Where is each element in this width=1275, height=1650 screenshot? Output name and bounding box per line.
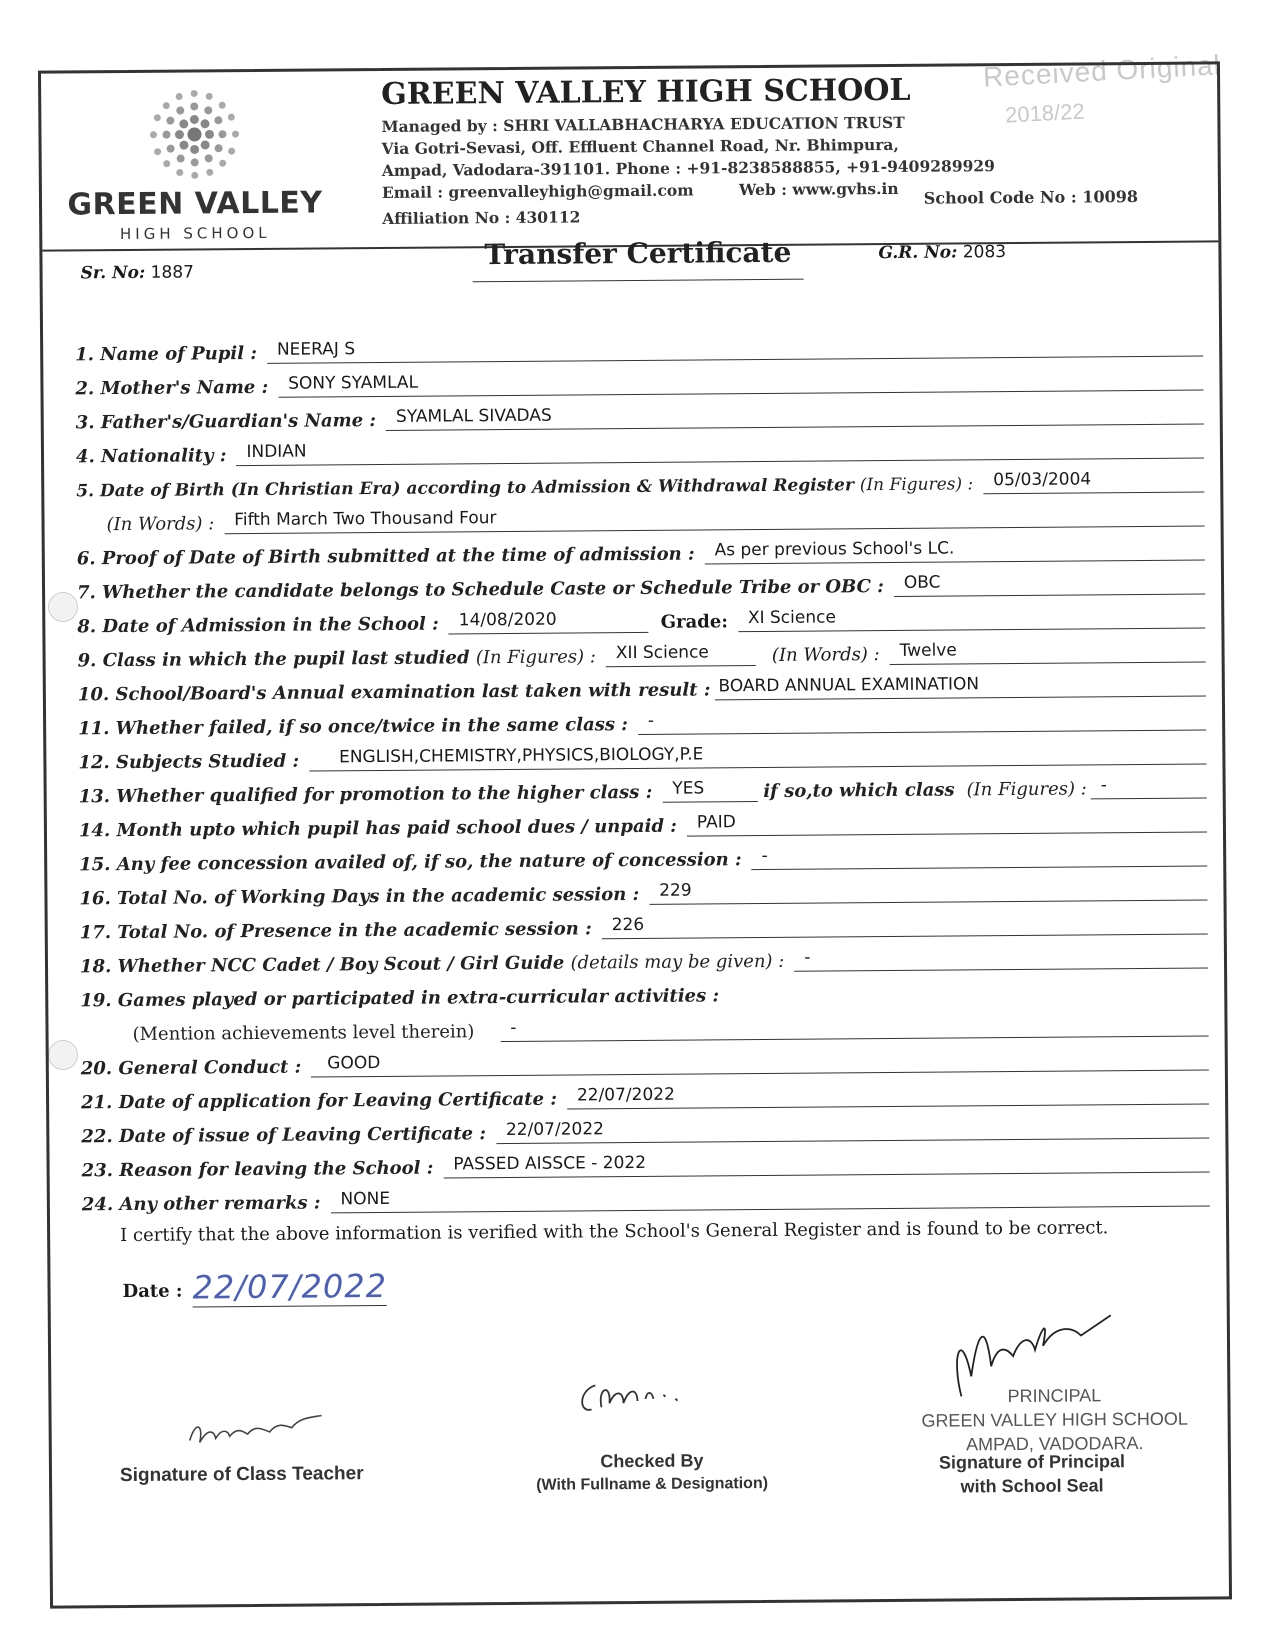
field-label: 20. General Conduct :	[80, 1056, 302, 1080]
field-general-conduct	[81, 1041, 1209, 1080]
field-value: 05/03/2004	[983, 468, 1204, 495]
school-name: GREEN VALLEY HIGH SCHOOL	[381, 72, 911, 112]
field-label: 15. Any fee concession availed of, if so, the nature of concession :	[79, 849, 742, 876]
field-value: PAID	[687, 808, 1207, 837]
principal-signature-block	[907, 1449, 1157, 1499]
field-ncc-scout	[80, 939, 1208, 978]
school-code: School Code No : 10098	[923, 187, 1139, 208]
field-label: 11. Whether failed, if so once/twice in the same class :	[78, 714, 628, 740]
affiliation-number: Affiliation No : 430112	[382, 207, 581, 228]
which-class-label: if so,to which class	[763, 779, 955, 802]
field-presence-days	[80, 905, 1208, 944]
field-date-of-admission	[77, 599, 1205, 638]
field-caste-category	[77, 565, 1205, 604]
field-value: NEERAJ S	[267, 332, 1203, 364]
checked-by-signature	[571, 1368, 711, 1429]
field-label: (Mention achievements level therein)	[132, 1021, 475, 1045]
field-label: 13. Whether qualified for promotion to the higher class :	[78, 781, 653, 808]
field-label-main: 5. Date of Birth (In Christian Era) according to Admission & Withdrawal Register	[76, 475, 854, 502]
field-value: 229	[649, 876, 1207, 905]
field-label: 4. Nationality :	[75, 445, 227, 468]
field-value: -	[500, 1012, 1208, 1043]
gr-number	[878, 242, 1006, 263]
field-last-exam	[78, 667, 1206, 706]
field-reason-leaving	[81, 1142, 1209, 1181]
field-label: 19. Games played or participated in extra-curricular activities :	[80, 985, 720, 1012]
field-value: XII Science	[606, 641, 756, 667]
contact-line	[382, 179, 899, 202]
field-label: 23. Reason for leaving the School :	[81, 1157, 434, 1182]
logo-wordmark: GREEN VALLEY	[67, 185, 323, 223]
field-label: 6. Proof of Date of Birth submitted at the time of admission :	[76, 543, 695, 570]
field-label: 17. Total No. of Presence in the academic session :	[79, 918, 592, 944]
serial-number	[80, 262, 193, 283]
field-fee-concession	[79, 837, 1207, 876]
field-working-days	[79, 871, 1207, 910]
field-value: 226	[602, 910, 1208, 940]
field-fathers-name	[76, 395, 1204, 434]
gr-number-value: 2083	[962, 242, 1007, 263]
field-value: NONE	[330, 1181, 1210, 1213]
handwritten-date: 22/07/2022	[192, 1266, 388, 1307]
which-class-paren: (In Figures) :	[966, 778, 1087, 801]
field-other-remarks	[82, 1176, 1210, 1215]
field-class-last-studied	[77, 633, 1205, 672]
field-label: 1. Name of Pupil :	[75, 342, 258, 366]
class-teacher-signature	[181, 1401, 331, 1452]
field-value: -	[794, 944, 1208, 972]
field-application-date	[81, 1075, 1209, 1114]
certificate-frame	[38, 61, 1232, 1608]
field-value: Fifth March Two Thousand Four	[224, 502, 1204, 535]
field-label: 3. Father's/Guardian's Name :	[75, 410, 377, 434]
field-subjects	[78, 735, 1206, 774]
field-mothers-name	[75, 361, 1203, 400]
field-value: ENGLISH,CHEMISTRY,PHYSICS,BIOLOGY,P.E	[309, 740, 1206, 772]
words-value: Twelve	[890, 638, 1206, 665]
field-label-paren: (In Figures) :	[475, 646, 596, 669]
field-value: SONY SYAMLAL	[278, 366, 1203, 398]
received-stamp-line2: 2018/22	[1004, 98, 1086, 128]
field-label	[80, 951, 784, 978]
class-teacher-signature-label: Signature of Class Teacher	[119, 1463, 364, 1487]
principal-stamp-line1: PRINCIPAL	[1007, 1385, 1102, 1407]
field-issue-date	[81, 1108, 1209, 1147]
serial-number-label: Sr. No:	[80, 262, 146, 284]
field-value: As per previous School's LC.	[704, 536, 1204, 565]
flower-logo-icon	[59, 85, 330, 187]
field-value: YES	[662, 777, 757, 803]
principal-signature-sublabel: with School Seal	[960, 1475, 1104, 1497]
checked-by-label: Checked By	[600, 1450, 704, 1472]
field-value: OBC	[894, 570, 1205, 597]
field-label-main: 9. Class in which the pupil last studied	[77, 647, 470, 672]
field-value: 22/07/2022	[567, 1079, 1209, 1109]
field-value: -	[752, 842, 1208, 871]
principal-signature-label: Signature of Principal	[938, 1451, 1126, 1473]
address-line-2: Ampad, Vadodara-391101. Phone : +91-8238588855, +91-9409289929	[381, 156, 996, 180]
field-value: SYAMLAL SIVADAS	[386, 400, 1204, 431]
field-label: 21. Date of application for Leaving Certificate :	[81, 1088, 558, 1114]
web-text: Web : www.gvhs.in	[738, 178, 899, 200]
field-dob-in-words	[106, 497, 1204, 536]
email-text: Email : greenvalleyhigh@gmail.com	[381, 180, 694, 202]
field-whether-failed	[78, 701, 1206, 740]
certification-statement: I certify that the above information is verified with the School's General Register and is found to be correct.	[120, 1217, 1109, 1247]
letterhead	[41, 64, 1218, 253]
field-proof-of-dob	[77, 531, 1205, 570]
school-logo	[59, 85, 330, 244]
field-value: PASSED AISSCE - 2022	[443, 1147, 1209, 1178]
field-dues-paid	[79, 803, 1207, 842]
field-label	[76, 474, 973, 501]
field-label: 16. Total No. of Working Days in the academic session :	[79, 883, 640, 910]
field-label-paren: (details may be given) :	[570, 950, 785, 974]
field-value: INDIAN	[236, 434, 1204, 467]
field-nationality	[76, 429, 1204, 468]
field-value: 22/07/2022	[496, 1113, 1210, 1144]
principal-stamp-line2: GREEN VALLEY HIGH SCHOOL	[921, 1408, 1188, 1431]
checked-by-sublabel: (With Fullname & Designation)	[536, 1474, 769, 1494]
received-stamp-line1: Received Original	[982, 49, 1222, 93]
which-class-value: -	[1091, 774, 1207, 800]
address-line-1: Via Gotri-Sevasi, Off. Effluent Channel Road, Nr. Bhimpura,	[381, 134, 899, 158]
field-label: 7. Whether the candidate belongs to Schedule Caste or Schedule Tribe or OBC :	[76, 576, 884, 604]
field-date-of-birth	[76, 463, 1204, 502]
field-label-paren: (In Figures) :	[859, 474, 974, 496]
date-label: Date :	[122, 1280, 183, 1303]
field-value: BOARD ANNUAL EXAMINATION	[714, 672, 1206, 701]
field-name-of-pupil	[75, 327, 1203, 366]
field-label: 10. School/Board's Annual examination last taken with result :	[77, 679, 711, 706]
serial-number-value: 1887	[150, 262, 194, 283]
field-label: 8. Date of Admission in the School :	[77, 613, 439, 638]
field-label: (In Words) :	[106, 513, 215, 536]
field-games-activities	[80, 973, 1208, 1012]
principal-stamp-line3: AMPAD, VADODARA.	[966, 1433, 1144, 1455]
grade-value: XI Science	[738, 604, 1206, 633]
field-achievements	[132, 1007, 1208, 1045]
words-label: (In Words) :	[771, 644, 880, 666]
field-label: 22. Date of issue of Leaving Certificate :	[81, 1123, 487, 1148]
gr-number-label: G.R. No:	[878, 242, 958, 264]
field-label: 12. Subjects Studied :	[78, 750, 300, 774]
field-label: 2. Mother's Name :	[75, 376, 269, 400]
grade-label: Grade:	[660, 611, 729, 633]
field-label: 24. Any other remarks :	[81, 1192, 321, 1216]
certificate-title: Transfer Certificate	[472, 236, 803, 283]
field-value: 14/08/2020	[449, 608, 649, 635]
principal-stamp	[909, 1383, 1200, 1457]
field-qualified-promotion	[79, 769, 1207, 808]
field-label: 14. Month upto which pupil has paid school dues / unpaid :	[78, 815, 677, 842]
field-value: GOOD	[311, 1046, 1209, 1078]
managed-by: Managed by : SHRI VALLABHACHARYA EDUCATION TRUST	[381, 112, 905, 136]
field-value: -	[638, 706, 1206, 735]
logo-subtitle: HIGH SCHOOL	[119, 223, 271, 244]
checked-by-block	[507, 1448, 797, 1498]
field-label	[78, 646, 596, 671]
field-label-main: 18. Whether NCC Cadet / Boy Scout / Girl Guide	[79, 952, 565, 978]
